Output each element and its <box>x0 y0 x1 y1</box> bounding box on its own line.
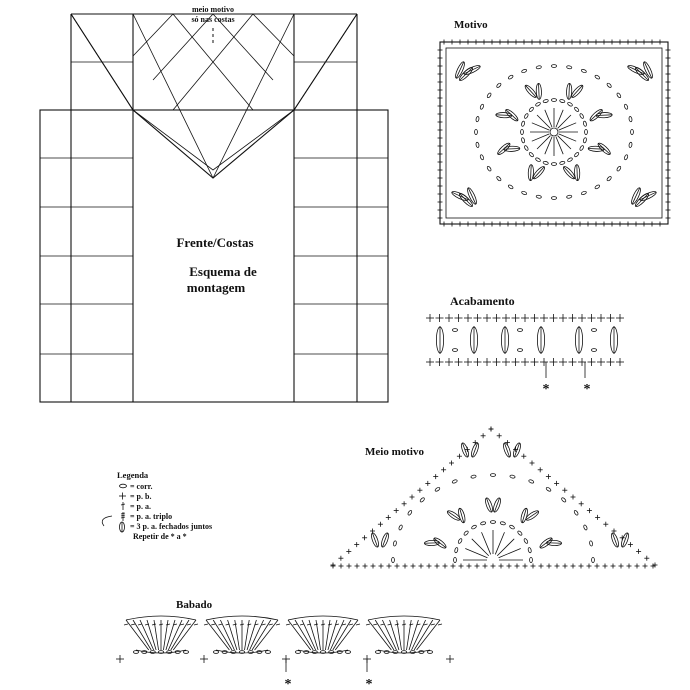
tall-stitch-icon <box>121 502 125 510</box>
acabamento-label: Acabamento <box>450 294 515 308</box>
meio-motivo-label: Meio motivo <box>365 446 424 458</box>
legend-item-4: = p. a. triplo <box>130 512 173 521</box>
legend-item-5: = 3 p. a. fechados juntos <box>130 522 213 531</box>
triple-stitch-icon <box>121 512 125 521</box>
schematic-title: Frente/Costas <box>176 235 254 250</box>
legend-item-2: = p. b. <box>130 492 152 501</box>
repeat-star-icon: * <box>365 677 373 690</box>
legend-item-1: = corr. <box>130 482 153 491</box>
repeat-star-icon: * <box>542 382 550 397</box>
meio-motivo-chart <box>331 427 658 569</box>
cross-symbol-icon <box>119 493 126 500</box>
repeat-star-icon: * <box>583 382 591 397</box>
legend-title: Legenda <box>117 470 149 480</box>
schematic-subtitle-1: Esquema de <box>189 264 257 279</box>
cluster-symbol-icon <box>102 516 124 532</box>
babado-chart <box>116 599 454 690</box>
legend-repeat: Repetir de * a * <box>133 532 187 541</box>
legend <box>102 470 212 541</box>
top-note-line2: só nas costas <box>191 15 235 24</box>
repeat-star-icon: * <box>284 677 292 690</box>
assembly-schematic <box>40 5 388 402</box>
top-note-line1: meio motivo <box>192 5 234 14</box>
legend-item-3: = p. a. <box>130 502 152 511</box>
babado-label: Babado <box>176 599 213 611</box>
acabamento-chart <box>426 294 624 397</box>
motivo-label: Motivo <box>454 19 488 31</box>
chain-symbol-icon <box>120 484 127 488</box>
schematic-subtitle-2: montagem <box>186 280 246 295</box>
motivo-chart <box>438 19 671 227</box>
